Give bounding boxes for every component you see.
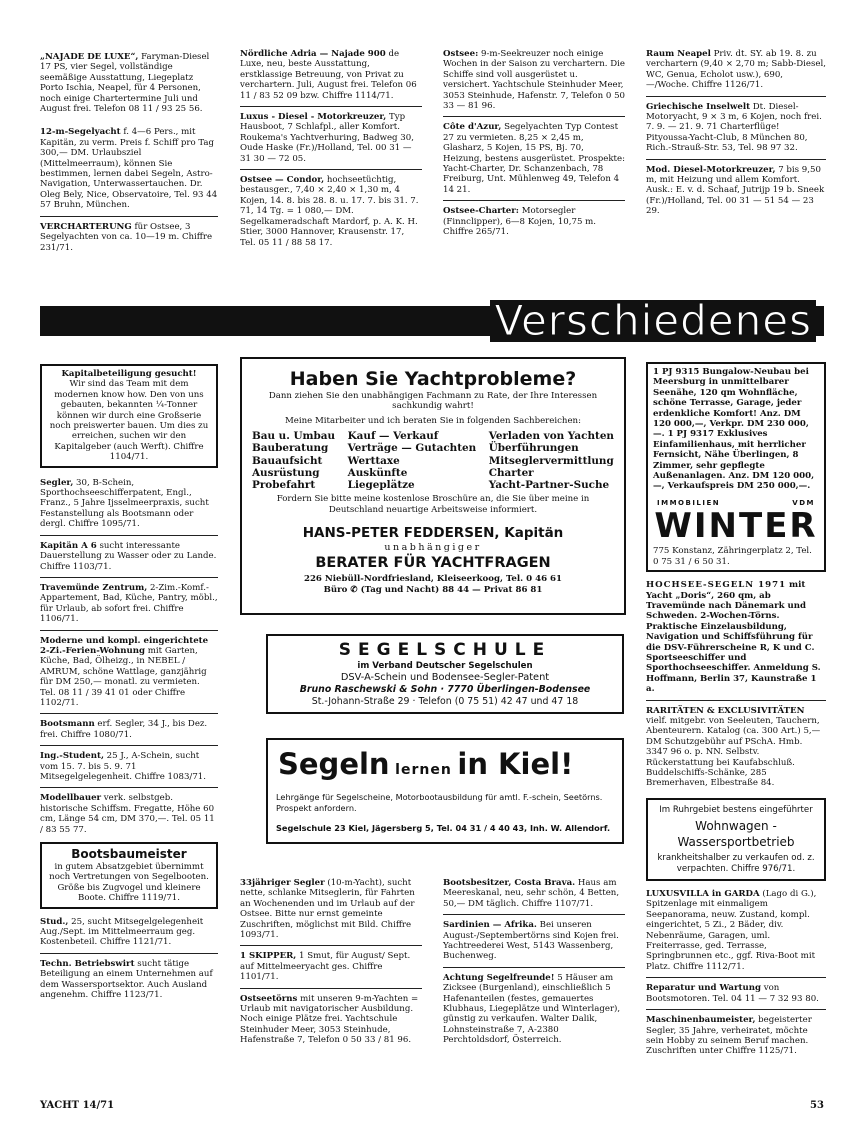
classified-ad: Bootsmann erf. Segler, 34 J., bis Dez. frei. Chiffre 1080/71. <box>40 719 208 740</box>
feddersen-name: HANS-PETER FEDDERSEN, Kapitän <box>302 525 564 542</box>
classified-ad: Bootsbesitzer, Costa Brava. Haus am Meereskanal, neu, sehr schön, 4 Betten, 50,— DM täglich. Chiffre 1107/71. <box>443 878 620 909</box>
feddersen-sub: Meine Mitarbeiter und ich beraten Sie in folgenden Sachbereichen: <box>285 415 581 426</box>
classified-ad: Ostsee: 9-m-Seekreuzer noch einige Wochen in der Saison zu verchartern. Die Schiffe sind voll ausgerüstet u. versichert. Yachtschule Steinhuder Meer, 3053 Steinhude, Hafenstr. 7, Telefon 0 50 33 — 81 96. <box>443 49 626 112</box>
services-col-1: Bau u. Umbau Bauberatung Bauaufsicht Ausrüstung Probefahrt <box>252 430 336 492</box>
classified-ad: 12-m-Segelyacht f. 4—6 Pers., mit Kapitän, zu verm. Preis f. Schiff pro Tag 300,— DM. Urlaubsziel (Mittelmeerraum), können Sie bestimmen, lernen dabei Segeln, Astro-Navigation, Unterwassertauchen. Dr. Oleg Bely, Nice, Observatoire, Tel. 93 44 57 Bruhn, München. <box>40 127 218 211</box>
divider <box>40 216 218 217</box>
center-column-a <box>240 878 422 1051</box>
services-col-2: Kauf — Verkauf Verträge — Gutachten Werttaxe Auskünfte Liegeplätze <box>347 430 477 492</box>
section-title: Verschiedenes <box>490 300 816 342</box>
divider <box>240 988 422 989</box>
capital-box-title: Kapitalbeteiligung gesucht! <box>61 369 197 379</box>
classified-ad: 33jähriger Segler (10-m-Yacht), sucht nette, schlanke Mitseglerin, für Fahrten an Wochenenden und im Urlaub auf der Ostsee. Bitte nur ernst gemeinte Zuschriften, möglichst mit Bild. Chiffre 1093/71. <box>240 878 415 941</box>
classified-ad: Sardinien — Afrika. Bei unseren August-/Septembertörns sind Kojen frei. Yachtreederei West, 5143 Wassenberg, Buchenweg. <box>443 920 619 962</box>
classified-ad: RARITÄTEN & EXCLUSIVITÄTEN vielf. mitgebr. von Seeleuten, Tauchern, Abenteurern. Katalog (ca. 300 Art.) 5,— DM Schutzgebühr auf PSchA. Hmb. 3347 96 o. p. NN. Selbstv. Rückerstattung bei Kaufabschluß. Buddelschiffs-Schänke, 285 Bremerhaven, Elbestraße 84. <box>646 705 821 789</box>
classified-ad: LUXUSVILLA in GARDA (Lago di G.), Spitzenlage mit einmaligem Seepanorama, neuw. Zustand, kompl. eingerichtet, 5 Zi., 2 Bäder, div. Nebenräume, Garagen, uml. Freiterrasse, ged. Terrasse, Springbrunnen etc., ggf. Riva-Boot mit Platz. Chiffre 1112/71. <box>646 889 817 972</box>
classified-ad: Kapitän A 6 sucht interessante Dauerstellung zu Wasser oder zu Lande. Chiffre 1103/71. <box>40 540 217 572</box>
winter-body: 1 PJ 9315 Bungalow-Neubau bei Meersburg in unmittelbarer Seenähe, 120 qm Wohnfläche, schöne Terrasse, Garage, jeder erdenkliche Komfort! Anz. DM 120 000,—, Verkpr. DM 230 000,—. 1 PJ 9317 Exklusives Einfamilienhaus, mit herrlicher Fernsicht, Nähe Überlingen, 8 Zimmer, sehr gepflegte Außenanlagen. Anz. DM 120 000,—, Verkaufspreis DM 250 000,—. <box>653 367 815 492</box>
bootsbaumeister-body: in gutem Absatzgebiet übernimmt noch Vertretungen von Segelbooten. Größe bis Zugvogel und kleinere Boote. Chiffre 1119/71. <box>49 862 209 904</box>
classified-ad: Achtung Segelfreunde! 5 Häuser am Zicksee (Burgenland), einschließlich 5 Hafenanteilen (festes, gemauertes Klubhaus, Liegeplätze und Winterlager), günstig zu verkaufen. Walter Dalik, Lohnsteinstraße 7, A-2380 Perchtoldsdorf, Österreich. <box>443 972 621 1046</box>
classified-ad: Raum Neapel Priv. dt. SY. ab 19. 8. zu verchartern (9,40 × 2,70 m; Sabb-Diesel, WC, Genua, Echolot usw.), 690,—/Woche. Chiffre 1126/71. <box>646 49 826 91</box>
feddersen-independent: unabhängiger <box>384 542 482 554</box>
classified-ad: Ostsee — Condor, hochseetüchtig, bestausger., 7,40 × 2,40 × 1,30 m, 4 Kojen, 14. 8. bis 28. 8. u. 17. 7. bis 31. 7. 71, 14 Tg. = 1 080,— DM. Segelkameradschaft Mardorf, p. A. K. H. Stier, 3000 Hannover, Krausenstr. 17, Tel. 05 11 / 88 58 17. <box>240 175 419 248</box>
divider <box>40 535 218 536</box>
logo-immobilien: IMMOBILIEN <box>657 498 721 507</box>
feddersen-address: 226 Niebüll-Nordfriesland, Kleiseerkoog, Tel. 0 46 61 <box>303 574 563 585</box>
feddersen-note: Fordern Sie bitte meine kostenlose Broschüre an, die Sie über meine in Deutschland neuartige Arbeitsweise informiert. <box>276 494 590 515</box>
kiel-ad <box>266 738 624 844</box>
classified-ad: Techn. Betriebswirt sucht tätige Beteiligung an einem Unternehmen auf dem Wassersportsektor. Auch Ausland angenehm. Chiffre 1123/71. <box>40 958 213 1001</box>
capital-box-body: Wir sind das Team mit dem modernen know how. Den von uns gebauten, bekannten ¼-Tonner können wir durch eine Großserie noch preiswerter bauen. Um dies zu erreichen, suchen wir den Kapitalgeber (auch Werft). Chiffre 1104/71. <box>49 379 209 463</box>
divider <box>240 169 422 170</box>
classified-ad: Travemünde Zentrum, 2-Zim.-Komf.-Appartement, Bad, Küche, Pantry, möbl., für Urlaub, ab sofort frei. Chiffre 1106/71. <box>40 582 218 625</box>
classified-ad: Reparatur und Wartung von Bootsmotoren. Tel. 04 11 — 7 32 93 80. <box>646 983 819 1004</box>
kiel-line-2: Segelschule 23 Kiel, Jägersberg 5, Tel. 04 31 / 4 40 43, Inh. W. Allendorf. <box>276 823 611 833</box>
divider <box>443 967 625 968</box>
winter-address: 775 Konstanz, Zähringerplatz 2, Tel. 0 75 31 / 6 50 31. <box>653 546 812 567</box>
wohnwagen-box <box>646 798 826 881</box>
classified-ad: Mod. Diesel-Motorkreuzer, 7 bis 9,50 m, mit Heizung und allem Komfort. Ausk.: E. v. d. Schaaf, Jutrijp 19 b. Sneek (Fr.)/Holland, Tel. 00 31 — 51 54 — 23 29. <box>646 164 825 217</box>
divider <box>443 200 625 201</box>
top-column-2 <box>240 49 422 253</box>
divider <box>240 106 422 107</box>
classified-ad: 1 SKIPPER, 1 Smut, für August/ Sept. auf Mittelmeeryacht ges. Chiffre 1101/71. <box>240 951 411 983</box>
page-number: 53 <box>810 1100 824 1111</box>
classified-ad: Ostseetörns mit unseren 9-m-Yachten = Urlaub mit navigatorischer Ausbildung. Noch einige Plätze frei. Yachtschule Steinhuder Meer, 3053 Steinhude, Hafenstraße 7, Telefon 0 50 33 / 81 96. <box>240 993 419 1046</box>
segelschule-ad <box>266 634 624 714</box>
divider <box>40 953 218 954</box>
feddersen-ad <box>240 357 626 615</box>
classified-ad: Segler, 30, B-Schein, Sporthochseeschifferpatent, Engl., Franz., 5 Jahre Ijsselmeerpraxis, sucht Festanstellung als Bootsmann oder dergl. Chiffre 1095/71. <box>40 477 209 530</box>
winter-logo <box>653 498 819 547</box>
footer-issue: YACHT 14/71 <box>40 1100 115 1111</box>
divider <box>646 977 826 978</box>
classified-ad: Moderne und kompl. eingerichtete 2-Zi.-Ferien-Wohnung mit Garten, Küche, Bad, Ölheizg., in NEBEL / AMRUM, schöne Wattlage, ganzjährig für DM 250,— monatl. zu vermieten. Tel. 08 11 / 39 41 01 oder Chiffre 1102/71. <box>40 635 209 708</box>
divider <box>443 914 625 915</box>
classified-ad: Côte d'Azur, Segelyachten Typ Contest 27 zu vermieten. 8,25 × 2,45 m, Glasharz, 5 Kojen, 15 PS, Bj. 70, Heizung, bestens ausgerüstet. Prospekte: Yacht-Charter, Dr. Schanzenbach, 78 Freiburg, Unt. Mühlenweg 49, Telefon 4 14 21. <box>443 122 625 195</box>
feddersen-headline: Haben Sie Yachtprobleme? <box>289 368 577 390</box>
classified-ad: Ostsee-Charter: Motorsegler (Finnclipper), 6—8 Kojen, 10,75 m. Chiffre 265/71. <box>443 206 597 238</box>
logo-vdm: VDM <box>792 498 815 507</box>
center-column-b <box>443 878 625 1051</box>
divider <box>646 159 826 160</box>
classified-ad: Modellbauer verk. selbstgeb. historische Schiffsm. Fregatte, Höhe 60 cm, Länge 54 cm, DM 370,—. Tel. 05 11 / 83 55 77. <box>40 793 215 835</box>
divider <box>646 1009 826 1010</box>
services-col-3: Verladen von Yachten Überführungen Mitseglervermittlung Charter Yacht-Partner-Suche <box>488 430 614 492</box>
segelschule-line-2: DSV-A-Schein und Bodensee-Segler-Patent <box>340 672 550 683</box>
classified-ad: Nördliche Adria — Najade 900 de Luxe, neu, beste Ausstattung, erstklassige Betreuung, von Privat zu verchartern. Juli, August frei. Telefon 06 11 / 83 52 09 bzw. Chiffre 1114/71. <box>240 49 417 101</box>
right-column <box>646 362 826 1062</box>
feddersen-intro: Dann ziehen Sie den unabhängigen Fachmann zu Rate, der Ihre Interessen sachkundig wahrt! <box>268 391 598 412</box>
top-column-3 <box>443 49 625 243</box>
logo-winter: WINTER <box>654 506 818 547</box>
classified-ad: „NAJADE DE LUXE“, Faryman-Diesel 17 PS, vier Segel, vollständige seemäßige Ausstattung, Liegeplatz Porto Ischia, Neapel, für 4 Personen, noch einige Chartertermine Juli und August frei. Telefon 08 11 / 93 25 56. <box>40 52 210 115</box>
divider <box>40 577 218 578</box>
winter-box <box>646 362 826 572</box>
divider <box>40 713 218 714</box>
wohnwagen-line-2: krankheitshalber zu verkaufen od. z. verpachten. Chiffre 976/71. <box>657 853 815 874</box>
top-column-4 <box>646 49 826 222</box>
wohnwagen-line-1: Im Ruhrgebiet bestens eingeführter <box>659 804 813 815</box>
capital-box <box>40 364 218 468</box>
divider <box>443 116 625 117</box>
bootsbaumeister-box <box>40 842 218 909</box>
classified-ad: Griechische Inselwelt Dt. Diesel-Motoryacht, 9 × 3 m, 6 Kojen, noch frei. 7. 9. — 21. 9. 71 Charterflüge! Pityoussa-Yacht-Club, 8 München 80, Rich.-Strauß-Str. 53, Tel. 98 97 32. <box>646 101 822 154</box>
segelschule-line-3: Bruno Raschewski & Sohn · 7770 Überlingen-Bodensee <box>299 684 591 695</box>
segelschule-title: SEGELSCHULE <box>338 640 552 660</box>
classified-ad: Stud., 25, sucht Mitsegelgelegenheit Aug./Sept. im Mittelmeerraum geg. Kostenbeteil. Chiffre 1121/71. <box>40 916 204 948</box>
segelschule-line-4: St.-Johann-Straße 29 · Telefon (0 75 51) 42 47 und 47 18 <box>311 696 579 707</box>
divider <box>646 96 826 97</box>
bootsbaumeister-title: Bootsbaumeister <box>71 847 187 862</box>
classified-ad: VERCHARTERUNG für Ostsee, 3 Segelyachten von ca. 10—19 m. Chiffre 231/71. <box>40 221 213 253</box>
kiel-headline: Segeln lernen in Kiel! <box>278 747 574 781</box>
feddersen-office: Büro ✆ (Tag und Nacht) 88 44 — Privat 86 81 <box>323 585 543 596</box>
classified-ad: Ing.-Student, 25 J., A-Schein, sucht vom 15. 7. bis 5. 9. 71 Mitsegelgelegenheit. Chiffre 1083/71. <box>40 751 206 782</box>
left-column <box>40 364 218 1006</box>
divider <box>40 745 218 746</box>
feddersen-role: BERATER FÜR YACHTFRAGEN <box>315 555 551 572</box>
classified-ad: Maschinenbaumeister, begeisterter Segler, 35 Jahre, verheiratet, möchte sein Hobby zu seinem Beruf machen. Zuschriften unter Chiffre 1125/71. <box>646 1015 812 1057</box>
divider <box>40 630 218 631</box>
divider <box>646 700 826 701</box>
kiel-line-1: Lehrgänge für Segelscheine, Motorbootausbildung für amtl. F.-schein, Seetörns. Prospekt anfordern. <box>276 792 603 813</box>
divider <box>40 787 218 788</box>
section-header-bar <box>40 296 824 345</box>
segelschule-line-1: im Verband Deutscher Segelschulen <box>357 661 533 671</box>
top-column-1 <box>40 52 218 258</box>
classified-ad: Luxus - Diesel - Motorkreuzer, Typ Hausboot, 7 Schlafpl., aller Komfort. Roukema's Yachtverhuring, Badweg 30, Oude Haske (Fr.)/Holland, Tel. 00 31 — 31 30 — 72 05. <box>240 112 414 164</box>
feddersen-services <box>252 430 614 491</box>
classified-ad: HOCHSEE-SEGELN 1971 mit Yacht „Doris“, 260 qm, ab Travemünde nach Dänemark und Schweden. 2-Wochen-Törns. Praktische Einzelausbildung, Navigation und Schiffsführung für die DSV-Führerscheine R, K und C. Sportseeschiffer und Sporthochseeschiffer. Anmeldung S. Hoffmann, Berlin 37, Kaunstraße 1 a. <box>646 580 821 695</box>
divider <box>240 945 422 946</box>
wohnwagen-title: Wohnwagen - Wassersportbetrieb <box>677 819 795 850</box>
